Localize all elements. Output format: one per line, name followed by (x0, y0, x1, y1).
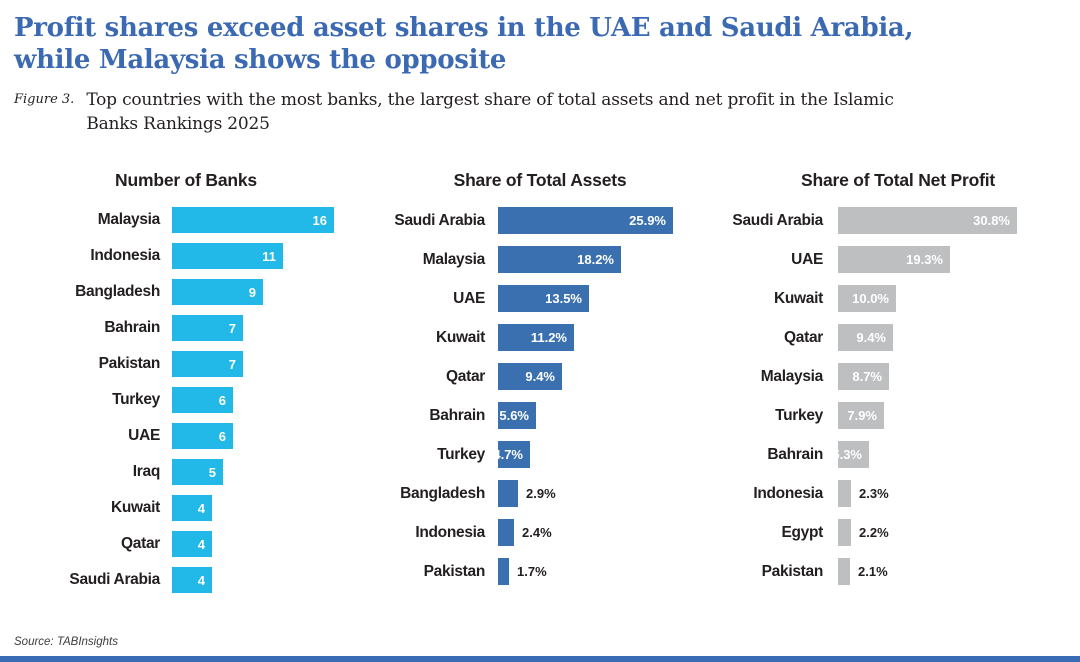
country-label: Saudi Arabia (732, 211, 823, 229)
country-label: Turkey (112, 391, 160, 408)
value-label: 18.2% (577, 252, 614, 267)
value-label: 9.4% (856, 330, 886, 345)
value-bar (832, 441, 869, 468)
value-bar (172, 279, 263, 305)
chart-row-malaysia (362, 246, 718, 273)
value-bar (498, 324, 574, 351)
country-label: UAE (791, 250, 823, 268)
value-bar (498, 519, 514, 546)
chart-row-pakistan (722, 558, 1074, 585)
value-label: 1.7% (517, 564, 547, 579)
value-bar (172, 387, 233, 413)
value-bar (498, 558, 509, 585)
country-label: UAE (128, 427, 160, 444)
country-label: Malaysia (760, 367, 823, 385)
value-bar (838, 207, 1017, 234)
chart-row-saudi-arabia (362, 207, 718, 234)
chart-row-indonesia (362, 519, 718, 546)
value-bar (498, 207, 673, 234)
value-label: 19.3% (906, 252, 943, 267)
chart-row-malaysia (722, 363, 1074, 390)
chart-row-qatar (10, 531, 362, 557)
chart-row-uae (722, 246, 1074, 273)
value-bar (172, 207, 334, 233)
chart-number-of-banks (10, 170, 362, 603)
source-text: Source: TABInsights (14, 636, 118, 648)
country-label: Malaysia (97, 211, 160, 228)
value-bar (838, 402, 884, 429)
country-label: Pakistan (423, 562, 485, 580)
value-label: 7.9% (847, 408, 877, 423)
country-label: Kuwait (110, 499, 160, 516)
chart-row-turkey (10, 387, 362, 413)
chart-row-bangladesh (362, 480, 718, 507)
value-label: 2.4% (522, 525, 552, 540)
country-label: Bangladesh (400, 484, 485, 502)
chart-row-egypt (722, 519, 1074, 546)
chart-row-turkey (722, 402, 1074, 429)
footer-accent-bar (0, 656, 1080, 662)
chart-row-pakistan (10, 351, 362, 377)
country-label: Iraq (132, 463, 160, 480)
country-label: Qatar (446, 367, 485, 385)
value-label: 6 (218, 428, 226, 444)
chart-share-of-total-net-profit (722, 170, 1074, 597)
value-bar (838, 480, 851, 507)
chart-row-uae (362, 285, 718, 312)
chart-row-iraq (10, 459, 362, 485)
value-label: 13.5% (545, 291, 582, 306)
value-label: 9 (248, 284, 256, 300)
chart-title: Number of Banks (115, 170, 257, 190)
country-label: Indonesia (753, 484, 823, 502)
value-label: 10.0% (852, 291, 889, 306)
chart-row-turkey (362, 441, 718, 468)
country-label: Qatar (784, 328, 823, 346)
value-bar (838, 363, 889, 390)
value-bar (838, 324, 893, 351)
country-label: Pakistan (98, 355, 160, 372)
value-label: 4 (197, 572, 205, 588)
value-label: 5.6% (499, 408, 529, 423)
country-label: Kuwait (773, 289, 823, 307)
value-label: 6 (218, 392, 226, 408)
chart-row-indonesia (10, 243, 362, 269)
country-label: Saudi Arabia (394, 211, 485, 229)
value-bar (172, 423, 233, 449)
value-bar (838, 519, 851, 546)
value-label: 5 (208, 464, 216, 480)
chart-row-kuwait (362, 324, 718, 351)
chart-row-qatar (722, 324, 1074, 351)
country-label: Kuwait (435, 328, 485, 346)
country-label: Malaysia (422, 250, 485, 268)
chart-title: Share of Total Net Profit (801, 170, 995, 190)
chart-row-bahrain (362, 402, 718, 429)
chart-row-saudi-arabia (10, 567, 362, 593)
country-label: Turkey (775, 406, 823, 424)
chart-share-of-total-assets (362, 170, 718, 597)
value-bar (172, 315, 243, 341)
value-bar (172, 531, 212, 557)
value-bar (838, 246, 950, 273)
value-label: 11.2% (530, 330, 567, 345)
chart-row-uae (10, 423, 362, 449)
value-label: 9.4% (525, 369, 555, 384)
value-bar (172, 351, 243, 377)
value-label: 16 (312, 212, 327, 228)
header (14, 12, 913, 76)
value-label: 30.8% (973, 213, 1010, 228)
value-bar (172, 567, 212, 593)
value-label: 2.9% (526, 486, 556, 501)
figure-caption: Top countries with the most banks, the largest share of total assets and net profit in the Islamic Banks Rankings 2025 (86, 90, 894, 134)
page-title-line-1: Profit shares exceed asset shares in the UAE and Saudi Arabia, (14, 13, 914, 43)
value-bar (498, 402, 536, 429)
value-bar (498, 480, 518, 507)
page-title-line-2: while Malaysia shows the opposite (14, 45, 507, 75)
chart-row-indonesia (722, 480, 1074, 507)
value-bar (172, 495, 212, 521)
chart-row-pakistan (362, 558, 718, 585)
value-label: 4 (197, 500, 205, 516)
value-label: 8.7% (852, 369, 882, 384)
country-label: Saudi Arabia (69, 571, 160, 588)
page-title (14, 12, 913, 76)
value-bar (838, 558, 850, 585)
value-label: 2.2% (859, 525, 889, 540)
chart-row-kuwait (722, 285, 1074, 312)
country-label: Indonesia (415, 523, 485, 541)
value-label: 5.3% (832, 447, 862, 462)
chart-row-qatar (362, 363, 718, 390)
country-label: Bahrain (767, 445, 823, 463)
value-bar (498, 285, 589, 312)
value-label: 2.3% (859, 486, 889, 501)
country-label: Bahrain (104, 319, 160, 336)
country-label: Turkey (437, 445, 485, 463)
value-label: 11 (262, 248, 276, 264)
figure-caption-row (14, 88, 898, 136)
value-bar (838, 285, 896, 312)
chart-row-bahrain (10, 315, 362, 341)
value-bar (498, 246, 621, 273)
country-label: Bangladesh (75, 283, 160, 300)
country-label: UAE (453, 289, 485, 307)
value-bar (498, 363, 562, 390)
country-label: Egypt (781, 523, 823, 541)
chart-row-bangladesh (10, 279, 362, 305)
chart-row-saudi-arabia (722, 207, 1074, 234)
country-label: Pakistan (761, 562, 823, 580)
value-label: 25.9% (629, 213, 666, 228)
value-bar (493, 441, 530, 468)
country-label: Bahrain (429, 406, 485, 424)
value-bar (172, 459, 223, 485)
chart-row-bahrain (722, 441, 1074, 468)
value-label: 2.1% (858, 564, 888, 579)
chart-row-malaysia (10, 207, 362, 233)
country-label: Qatar (121, 535, 160, 552)
value-label: 7 (228, 320, 236, 336)
chart-title: Share of Total Assets (453, 170, 627, 190)
figure-label: Figure 3. (14, 92, 75, 107)
country-label: Indonesia (90, 247, 160, 264)
value-label: 4.7% (493, 447, 523, 462)
chart-row-kuwait (10, 495, 362, 521)
value-bar (172, 243, 283, 269)
value-label: 4 (197, 536, 205, 552)
value-label: 7 (228, 356, 236, 372)
